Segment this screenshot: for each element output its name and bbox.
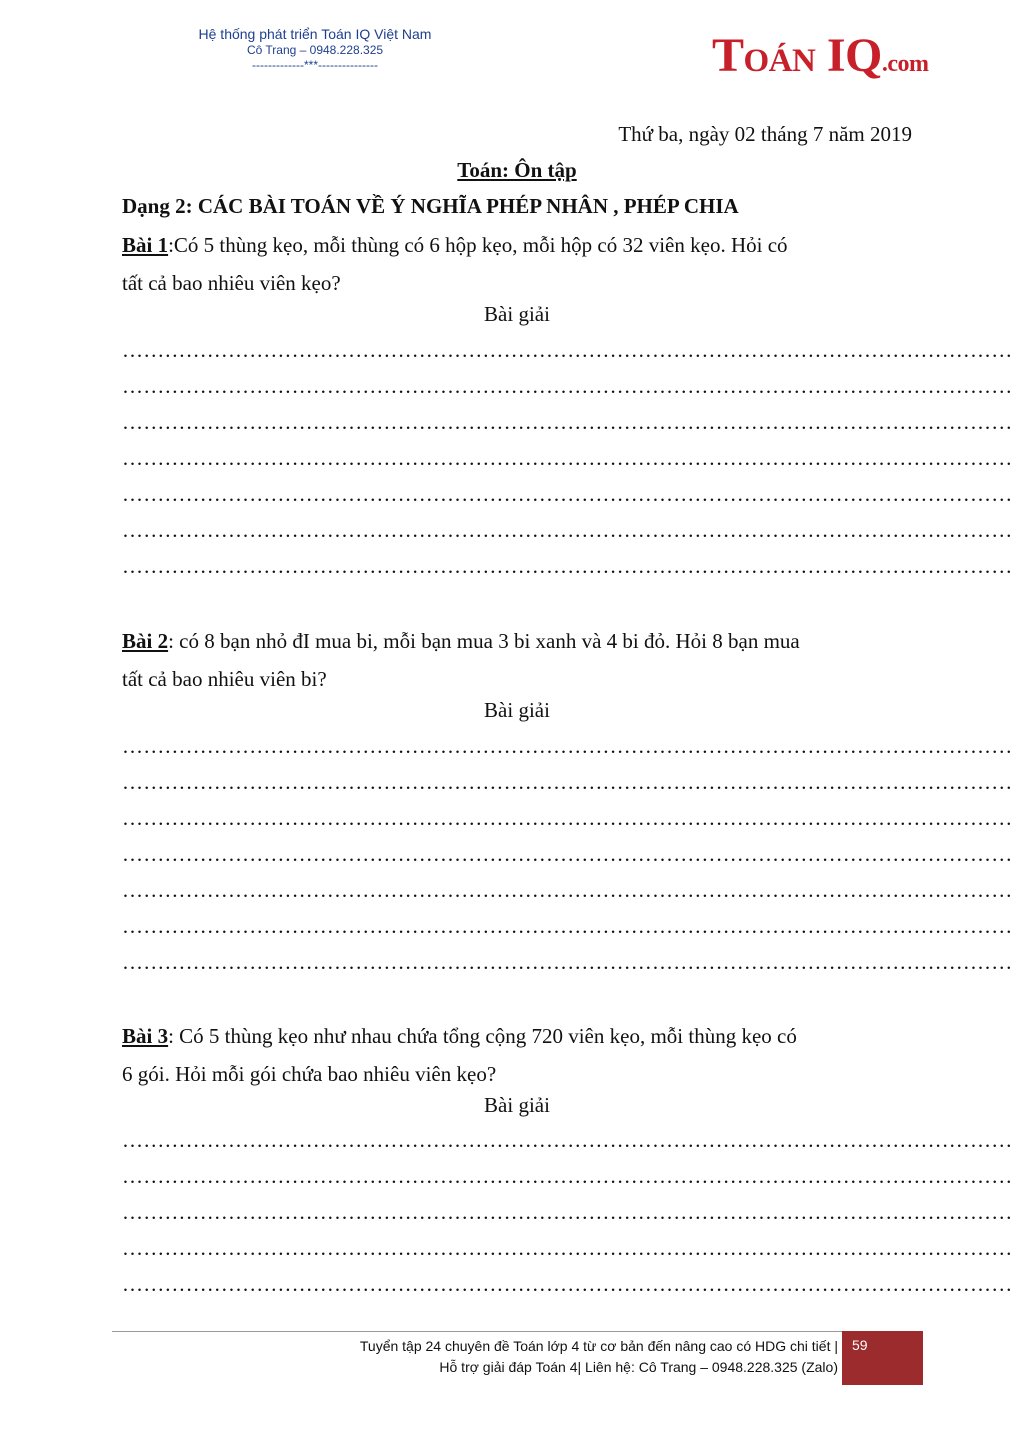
answer-line: ……………………………………………………………………………………………………………… (122, 842, 1013, 866)
answer-line: ……………………………………………………………………………………………………………… (122, 374, 1013, 398)
answer-line: ……………………………………………………………………………………………………………… (122, 554, 1013, 578)
answer-line: ……………………………………………………………………………………………………………… (122, 950, 1013, 974)
problem-1 (122, 226, 912, 302)
lesson-title: Toán: Ôn tập (457, 158, 577, 182)
footer-line-1: Tuyển tập 24 chuyên đề Toán lớp 4 từ cơ bản đến nâng cao có HDG chi tiết | (359, 1338, 838, 1354)
solution-label: Bài giải (484, 302, 550, 326)
answer-line: ……………………………………………………………………………………………………………… (122, 1236, 1013, 1260)
footer-text (360, 1336, 838, 1378)
answer-line: ……………………………………………………………………………………………………………… (122, 770, 1013, 794)
answer-line: ……………………………………………………………………………………………………………… (122, 446, 1013, 470)
header-organization (150, 26, 480, 72)
toan-iq-logo: TOÁN IQ.com (712, 29, 929, 82)
problem-label: Bài 3 (122, 1024, 169, 1048)
problem-3 (122, 1017, 912, 1093)
answer-line: ……………………………………………………………………………………………………………… (122, 1200, 1013, 1224)
problem-text-cont: 6 gói. Hỏi mỗi gói chứa bao nhiêu viên kẹo? (122, 1062, 497, 1086)
answer-line: ……………………………………………………………………………………………………………… (122, 338, 1013, 362)
answer-line: ……………………………………………………………………………………………………………… (122, 410, 1013, 434)
problem-text: : có 8 bạn nhỏ đI mua bi, mỗi bạn mua 3 bi xanh và 4 bi đỏ. Hỏi 8 bạn mua (168, 629, 800, 653)
answer-line: ……………………………………………………………………………………………………………… (122, 1272, 1013, 1296)
section-heading: Dạng 2: CÁC BÀI TOÁN VỀ Ý NGHĨA PHÉP NHÂN , PHÉP CHIA (122, 194, 739, 218)
problem-text-cont: tất cả bao nhiêu viên kẹo? (122, 271, 341, 295)
contact-info: Cô Trang – 0948.228.325 (246, 43, 384, 57)
solution-label: Bài giải (484, 1093, 550, 1117)
footer-divider (112, 1331, 922, 1332)
answer-line: ……………………………………………………………………………………………………………… (122, 914, 1013, 938)
answer-line: ……………………………………………………………………………………………………………… (122, 1128, 1013, 1152)
footer-line-2: Hỗ trợ giải đáp Toán 4| Liên hệ: Cô Trang – 0948.228.325 (Zalo) (439, 1359, 838, 1375)
page-number-box (842, 1331, 923, 1385)
problem-text: : Có 5 thùng kẹo như nhau chứa tổng cộng 720 viên kẹo, mỗi thùng kẹo có (168, 1024, 797, 1048)
answer-line: ……………………………………………………………………………………………………………… (122, 1164, 1013, 1188)
problem-text-cont: tất cả bao nhiêu viên bi? (122, 667, 327, 691)
problem-label: Bài 1 (122, 233, 169, 257)
answer-line: ……………………………………………………………………………………………………………… (122, 734, 1013, 758)
answer-line: ……………………………………………………………………………………………………………… (122, 518, 1013, 542)
problem-label: Bài 2 (122, 629, 169, 653)
answer-line: ……………………………………………………………………………………………………………… (122, 878, 1013, 902)
answer-line: ……………………………………………………………………………………………………………… (122, 482, 1013, 506)
problem-text: :Có 5 thùng kẹo, mỗi thùng có 6 hộp kẹo, mỗi hộp có 32 viên kẹo. Hỏi có (168, 233, 788, 257)
org-name: Hệ thống phát triển Toán IQ Việt Nam (198, 26, 432, 42)
problem-2 (122, 622, 912, 698)
page-number: 59 (852, 1337, 868, 1353)
answer-line: ……………………………………………………………………………………………………………… (122, 806, 1013, 830)
header-separator: -------------***--------------- (252, 58, 378, 72)
lesson-date: Thứ ba, ngày 02 tháng 7 năm 2019 (618, 122, 912, 146)
solution-label: Bài giải (484, 698, 550, 722)
